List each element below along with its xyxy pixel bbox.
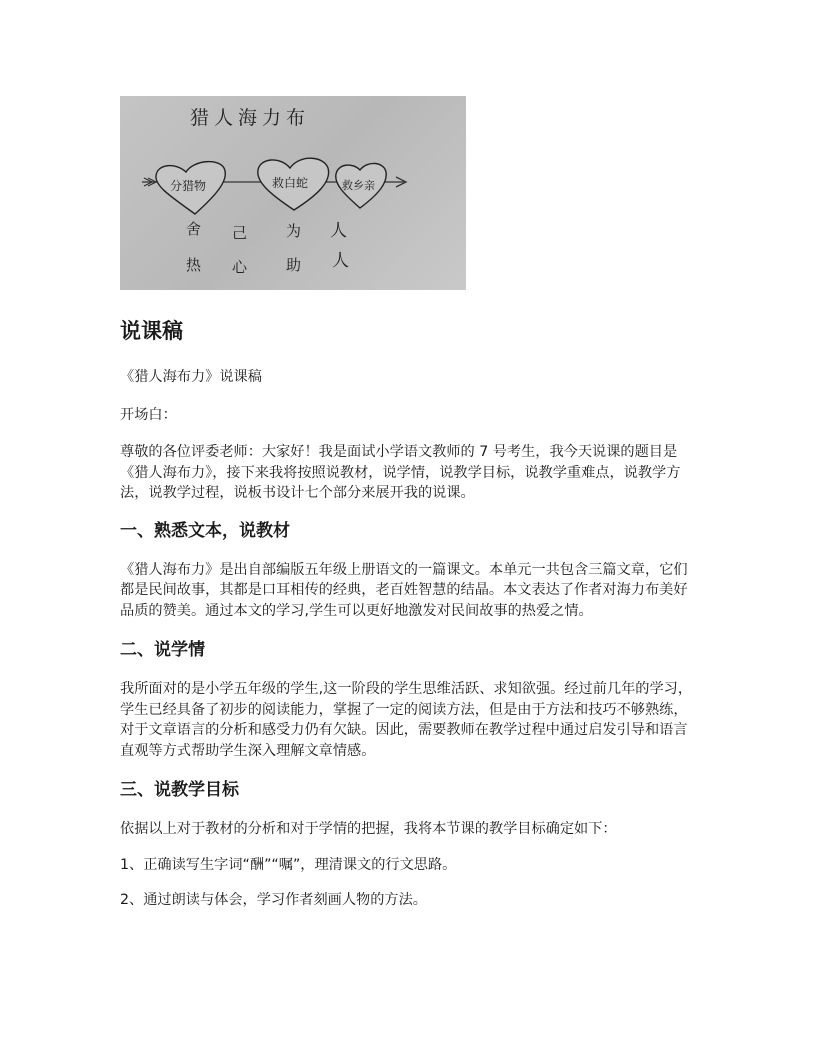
goal-item: 2、通过朗读与体会，学习作者刻画人物的方法。 xyxy=(120,892,427,908)
sketch-char: 人 xyxy=(332,251,349,271)
document-title: 说课稿 xyxy=(120,319,183,343)
document-page xyxy=(120,96,698,911)
section-heading-textbook: 一、熟悉文本，说教材 xyxy=(120,520,290,541)
section-heading-students: 二、说学情 xyxy=(120,640,205,660)
sketch-char: 人 xyxy=(330,221,347,241)
goal-item: 1、正确读写生字词“酬”“嘱”，理清课文的行文思路。 xyxy=(120,856,457,873)
section-paragraph-goals-intro: 依据以上对于教材的分析和对于学情的把握，我将本节课的教学目标确定如下： xyxy=(120,821,617,837)
section-paragraph-textbook: 《猎人海布力》是出自部编版五年级上册语文的一篇课文。本单元一共包含三篇文章，它们都是民间故事，其都是口耳相传的经典，老百姓智慧的结晶。本文表达了作者对海力布美好品质的赞美。通过本文的学习,学生可以更好地激发对民间故事的热爱之情。 xyxy=(120,561,688,619)
sketch-char: 热 xyxy=(186,256,202,274)
sketch-char: 己 xyxy=(232,224,248,242)
heart-label: 分猎物 xyxy=(170,179,207,193)
sketch-char: 心 xyxy=(232,258,248,276)
sketch-char: 舍 xyxy=(186,220,202,238)
blackboard-sketch xyxy=(120,96,466,290)
section-paragraph-students: 我所面对的是小学五年级的学生,这一阶段的学生思维活跃、求知欲强。经过前几年的学习，学生已经具备了初步的阅读能力，掌握了一定的阅读方法，但是由于方法和技巧不够熟练，对于文章语言的分析和感受力仍有欠缺。因此，需要教师在教学过程中通过启发引导和语言直观等方式帮助学生深入理解文章情感。 xyxy=(120,681,693,759)
opening-label: 开场白： xyxy=(120,406,177,423)
sketch-char: 为 xyxy=(286,222,302,240)
section-heading-goals: 三、说教学目标 xyxy=(120,780,239,800)
blackboard-sketch-photo xyxy=(120,96,466,290)
sketch-title: 猎人海力布 xyxy=(190,107,311,129)
heart-label: 救乡亲 xyxy=(342,179,375,192)
document-subtitle: 《猎人海布力》说课稿 xyxy=(120,369,262,385)
sketch-char: 助 xyxy=(286,256,302,274)
heart-label: 救白蛇 xyxy=(272,176,309,190)
opening-paragraph: 尊敬的各位评委老师：大家好！我是面试小学语文教师的 7 号考生，我今天说课的题目是《猎人海布力》，接下来我将按照说教材，说学情，说教学目标，说教学重难点，说教学方法，说教学过程，说板书设计七个部分来展开我的说课。 xyxy=(120,444,681,501)
